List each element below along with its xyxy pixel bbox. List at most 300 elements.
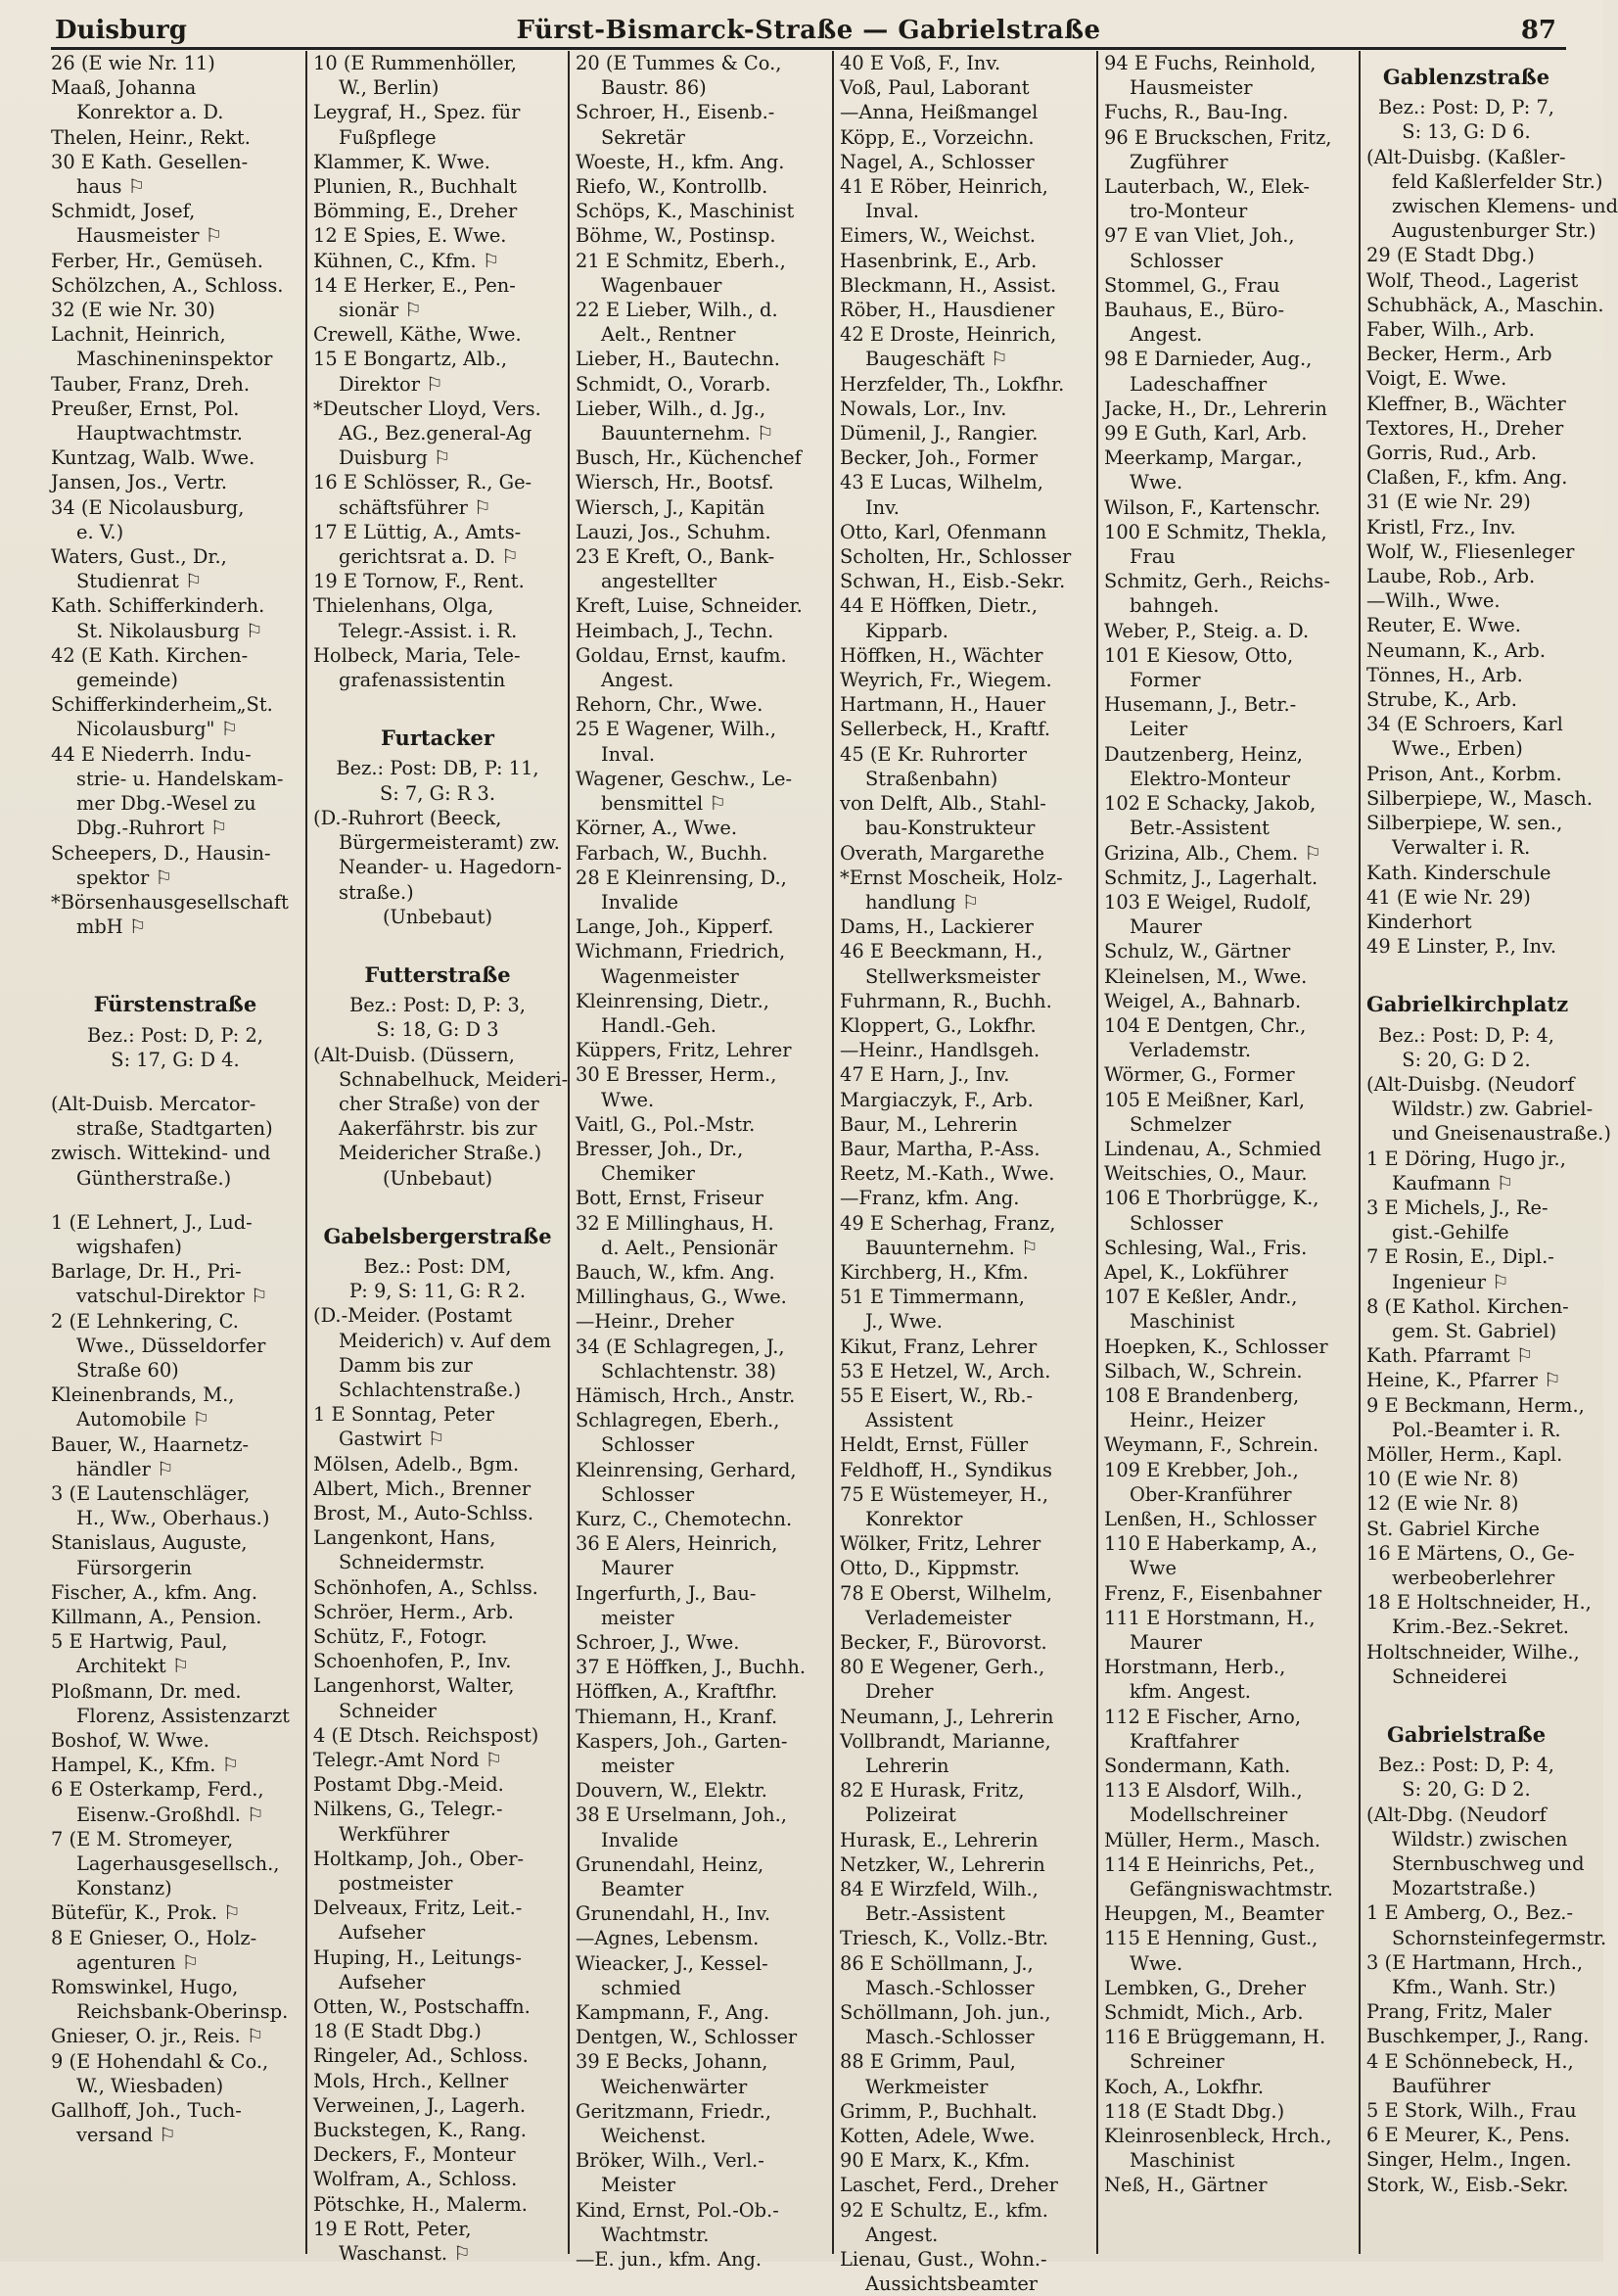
entry-line: handlung ⚐: [865, 890, 980, 914]
street-info-line: (Unbebaut): [382, 1166, 493, 1190]
entry-line: 109 E Krebber, Joh.,: [1104, 1458, 1299, 1481]
entry-line: Kraftfahrer: [1130, 1729, 1239, 1753]
entry-line: 1 E Döring, Hugo jr.,: [1366, 1147, 1566, 1170]
street-heading: Furtacker: [381, 726, 494, 751]
entry-line: Neumann, J., Lehrerin: [840, 1705, 1054, 1728]
entry-line: Neß, H., Gärtner: [1104, 2174, 1268, 2197]
entry-line: Postamt Dbg.-Meid.: [313, 1773, 504, 1797]
entry-line: 51 E Timmermann,: [840, 1286, 1025, 1309]
entry-line: 107 E Keßler, Andr.,: [1104, 1286, 1298, 1309]
entry-line: Ladeschaffner: [1130, 372, 1268, 396]
street-heading: Futterstraße: [364, 961, 511, 987]
entry-line: Farbach, W., Buchh.: [576, 841, 768, 865]
entry-line: Kleinelsen, M., Wwe.: [1104, 964, 1308, 988]
column-divider: [568, 51, 570, 2254]
entry-line: 41 E Röber, Heinrich,: [840, 175, 1048, 199]
entry-line: spektor ⚐: [76, 866, 172, 889]
entry-line: Inv.: [865, 495, 900, 519]
entry-line: Schönhofen, A., Schlss.: [313, 1575, 538, 1599]
entry-line: 116 E Brüggemann, H.: [1104, 2026, 1326, 2049]
entry-line: Dümenil, J., Rangier.: [840, 422, 1039, 445]
entry-line: 39 E Becks, Johann,: [576, 2050, 768, 2074]
entry-line: d. Aelt., Pensionär: [601, 1236, 777, 1259]
entry-line: Bürgermeisteramt) zw.: [339, 831, 560, 855]
entry-line: 8 (E Kathol. Kirchen-: [1366, 1294, 1569, 1318]
entry-line: Küppers, Fritz, Lehrer: [576, 1039, 792, 1062]
entry-line: Wiersch, J., Kapitän: [576, 495, 765, 519]
entry-line: Langenhorst, Walter,: [313, 1674, 515, 1698]
entry-line: Werkführer: [339, 1822, 450, 1846]
entry-line: 82 E Hurask, Fritz,: [840, 1779, 1025, 1803]
entry-line: meister: [601, 1755, 674, 1778]
entry-line: Aussichtsbeamter: [865, 2273, 1039, 2296]
entry-line: 104 E Dentgen, Chr.,: [1104, 1013, 1307, 1037]
spacer: [1366, 1689, 1566, 1709]
entry-line: 46 E Beeckmann, H.,: [840, 940, 1043, 963]
entry-line: 18 (E Stadt Dbg.): [313, 2020, 482, 2043]
entry-line: (D.-Ruhrort (Beeck,: [313, 806, 502, 829]
entry-line: 1 E Sonntag, Peter: [313, 1403, 495, 1427]
entry-line: Vaitl, G., Pol.-Mstr.: [576, 1112, 756, 1136]
entry-line: postmeister: [339, 1872, 453, 1896]
directory-columns: [47, 51, 1618, 2296]
entry-line: (D.-Meider. (Postamt: [313, 1304, 513, 1328]
entry-line: Bauch, W., kfm. Ang.: [576, 1260, 775, 1284]
entry-line: Lauzi, Jos., Schuhm.: [576, 520, 771, 543]
spacer: [51, 1072, 300, 1092]
page-header: [51, 12, 1566, 50]
street-info-line: S: 20, G: D 2.: [1402, 1048, 1531, 1071]
entry-line: Konrektor a. D.: [76, 101, 224, 124]
entry-line: gem. St. Gabriel): [1392, 1319, 1557, 1342]
entry-line: Otten, W., Postschaffn.: [313, 1995, 531, 2019]
entry-line: 115 E Henning, Gust.,: [1104, 1927, 1318, 1950]
entry-line: cher Straße) von der: [339, 1092, 539, 1115]
entry-line: bensmittel ⚐: [601, 792, 726, 816]
entry-line: 2 (E Lehnkering, C.: [51, 1309, 239, 1333]
entry-line: AG., Bez.general-Ag: [339, 422, 532, 445]
entry-line: Albert, Mich., Brenner: [313, 1476, 532, 1500]
entry-line: Verlademstr.: [1130, 1039, 1252, 1062]
entry-line: Architekt ⚐: [76, 1655, 190, 1678]
entry-line: Boshof, W. Wwe.: [51, 1729, 209, 1752]
entry-line: Lange, Joh., Kipperf.: [576, 915, 774, 939]
entry-line: Mols, Hrch., Kellner: [313, 2069, 509, 2092]
entry-line: Pol.-Beamter i. R.: [1392, 1418, 1561, 1441]
entry-line: Scholten, Hr., Schlosser: [840, 545, 1072, 569]
entry-line: Kipparb.: [865, 619, 948, 642]
entry-line: 21 E Schmitz, Eberh.,: [576, 249, 786, 272]
entry-line: 97 E van Vliet, Joh.,: [1104, 224, 1295, 248]
entry-line: 78 E Oberst, Wilhelm,: [840, 1581, 1052, 1605]
entry-line: Schöps, K., Maschinist: [576, 200, 795, 223]
entry-line: 30 E Kath. Gesellen-: [51, 150, 249, 173]
entry-line: —E. jun., kfm. Ang.: [576, 2248, 763, 2272]
entry-line: Köpp, E., Vorzeichn.: [840, 125, 1035, 149]
entry-line: Schütz, F., Fotogr.: [313, 1624, 487, 1648]
entry-line: Jansen, Jos., Vertr.: [51, 471, 228, 494]
entry-line: 1 (E Lehnert, J., Lud-: [51, 1210, 253, 1234]
entry-line: Laube, Rob., Arb.: [1366, 565, 1536, 588]
entry-line: 43 E Lucas, Wilhelm,: [840, 471, 1043, 494]
entry-line: Schroer, H., Eisenb.-: [576, 101, 775, 124]
entry-line: gist.-Gehilfe: [1392, 1221, 1509, 1244]
entry-line: 5 E Hartwig, Paul,: [51, 1630, 228, 1654]
street-heading: Fürstenstraße: [93, 992, 257, 1017]
entry-line: Lauterbach, W., Elek-: [1104, 175, 1310, 199]
entry-line: händler ⚐: [76, 1457, 174, 1480]
street-info-line: (Unbebaut): [382, 905, 493, 928]
entry-line: Ringeler, Ad., Schloss.: [313, 2044, 529, 2068]
entry-line: Waschanst. ⚐: [339, 2242, 471, 2266]
entry-line: Becker, F., Bürovorst.: [840, 1631, 1047, 1654]
entry-line: Fuchs, R., Bau-Ing.: [1104, 101, 1289, 124]
entry-line: Wilson, F., Kartenschr.: [1104, 495, 1321, 519]
entry-line: Stommel, G., Frau: [1104, 273, 1280, 297]
entry-line: Schmitz, J., Lagerhalt.: [1104, 866, 1318, 889]
entry-line: *Deutscher Lloyd, Vers.: [313, 397, 541, 420]
entry-line: Lembken, G., Dreher: [1104, 1976, 1307, 1999]
entry-line: 3 (E Lautenschläger,: [51, 1481, 251, 1505]
entry-line: Jacke, H., Dr., Lehrerin: [1104, 397, 1327, 420]
entry-line: Hurask, E., Lehrerin: [840, 1828, 1039, 1851]
entry-line: Neander- u. Hagedorn-: [339, 856, 562, 879]
entry-line: Kreft, Luise, Schneider.: [576, 594, 803, 618]
street-info-line: Bez.: Post: D, P: 7,: [1378, 96, 1554, 119]
entry-line: Inval.: [601, 742, 656, 766]
entry-line: Ingenieur ⚐: [1392, 1270, 1509, 1293]
entry-line: 101 E Kiesow, Otto,: [1104, 643, 1294, 667]
column-3: [572, 51, 830, 2272]
street-info-line: P: 9, S: 11, G: R 2.: [348, 1280, 527, 1303]
entry-line: Lieber, H., Bautechn.: [576, 348, 780, 371]
street-info-line: Bez.: Post: DM,: [363, 1254, 512, 1278]
entry-line: Nicolausburg" ⚐: [76, 718, 238, 741]
entry-line: Tauber, Franz, Dreh.: [51, 372, 251, 396]
entry-line: Silbach, W., Schrein.: [1104, 1359, 1303, 1382]
entry-line: Maschineninspektor: [76, 348, 273, 371]
entry-line: Kleinrensing, Gerhard,: [576, 1458, 797, 1481]
entry-line: 28 E Kleinrensing, D.,: [576, 866, 787, 889]
entry-line: Kaufmann ⚐: [1392, 1171, 1514, 1195]
entry-line: 9 (E Hohendahl & Co.,: [51, 2049, 269, 2073]
entry-line: Barlage, Dr. H., Pri-: [51, 1260, 242, 1284]
entry-line: Dentgen, W., Schlosser: [576, 2026, 798, 2049]
entry-line: 44 E Niederrh. Indu-: [51, 742, 252, 766]
entry-line: mer Dbg.-Wesel zu: [76, 792, 256, 816]
entry-line: Thiemann, H., Kranf.: [576, 1705, 778, 1728]
entry-line: Schifferkinderheim„St.: [51, 693, 273, 717]
entry-line: Chemiker: [601, 1162, 695, 1186]
entry-line: mbH ⚐: [76, 915, 147, 939]
entry-line: 80 E Wegener, Gerh.,: [840, 1656, 1045, 1679]
street-heading: Gabelsbergerstraße: [323, 1223, 552, 1248]
entry-line: Waters, Gust., Dr.,: [51, 545, 227, 569]
entry-line: Hampel, K., Kfm. ⚐: [51, 1754, 240, 1777]
entry-line: Assistent: [865, 1409, 953, 1432]
entry-line: Bleckmann, H., Assist.: [840, 273, 1057, 297]
entry-line: Frau: [1130, 545, 1176, 569]
entry-line: Kaspers, Joh., Garten-: [576, 1729, 788, 1753]
entry-line: Strube, K., Arb.: [1366, 688, 1517, 712]
entry-line: Wildstr.) zw. Gabriel-: [1392, 1098, 1594, 1121]
entry-line: Netzker, W., Lehrerin: [840, 1852, 1045, 1876]
entry-line: 4 E Schönnebeck, H.,: [1366, 2049, 1574, 2073]
entry-line: sionär ⚐: [339, 299, 422, 322]
entry-line: Gnieser, O. jr., Reis. ⚐: [51, 2025, 264, 2048]
entry-line: bahngeh.: [1130, 594, 1220, 618]
entry-line: Lehrerin: [865, 1755, 949, 1778]
entry-line: Bauunternehm. ⚐: [601, 422, 774, 445]
column-divider: [1359, 51, 1361, 2254]
entry-line: Röber, H., Hausdiener: [840, 299, 1055, 322]
street-info-line: Bez.: Post: D, P: 4,: [1378, 1754, 1554, 1777]
entry-line: Telegr.-Assist. i. R.: [339, 619, 518, 642]
entry-line: Kühnen, C., Kfm. ⚐: [313, 249, 500, 272]
entry-line: 22 E Lieber, Wilh., d.: [576, 299, 778, 322]
entry-line: Delveaux, Fritz, Leit.-: [313, 1897, 523, 1920]
entry-line: Apel, K., Lokführer: [1104, 1260, 1288, 1284]
entry-line: Kath. Pfarramt ⚐: [1366, 1344, 1534, 1368]
entry-line: —Wilh., Wwe.: [1366, 589, 1501, 613]
entry-line: schmied: [601, 1976, 681, 1999]
entry-line: Langenkont, Hans,: [313, 1526, 496, 1550]
entry-line: 90 E Marx, K., Kfm.: [840, 2149, 1031, 2173]
entry-line: Schlachtenstraße.): [339, 1378, 522, 1401]
entry-line: 20 (E Tummes & Co.,: [576, 52, 782, 74]
header-street-range: Fürst-Bismarck-Straße — Gabrielstraße: [516, 16, 1101, 45]
entry-line: Ingerfurth, J., Bau-: [576, 1581, 757, 1605]
entry-line: Brost, M., Auto-Schlss.: [313, 1501, 534, 1524]
entry-line: 15 E Bongartz, Alb.,: [313, 348, 508, 371]
column-6: [1363, 51, 1618, 2254]
entry-line: Maaß, Johanna: [51, 76, 197, 100]
entry-line: Faber, Wilh., Arb.: [1366, 318, 1535, 342]
entry-line: kfm. Angest.: [1130, 1680, 1251, 1704]
entry-line: Prang, Fritz, Maler: [1366, 2000, 1551, 2024]
entry-line: Wachtmstr.: [601, 2223, 710, 2246]
entry-line: Wwe., Erben): [1392, 737, 1523, 761]
entry-line: Weyrich, Fr., Wiegem.: [840, 669, 1052, 692]
entry-line: versand ⚐: [76, 2124, 176, 2147]
entry-line: Riefo, W., Kontrollb.: [576, 175, 768, 199]
entry-line: werbeoberlehrer: [1392, 1566, 1555, 1589]
entry-line: Schoenhofen, P., Inv.: [313, 1650, 512, 1673]
entry-line: 17 E Lüttig, A., Amts-: [313, 520, 522, 543]
entry-line: Aufseher: [339, 1921, 426, 1945]
entry-line: 53 E Hetzel, W., Arch.: [840, 1359, 1051, 1382]
street-info-line: S: 20, G: D 2.: [1402, 1778, 1531, 1802]
entry-line: grafenassistentin: [339, 669, 506, 692]
entry-line: Weichenwärter: [601, 2075, 748, 2098]
entry-line: Invalide: [601, 1828, 678, 1851]
entry-line: Triesch, K., Vollz.-Btr.: [840, 1927, 1049, 1950]
entry-line: Sternbuschweg und: [1392, 1852, 1585, 1876]
entry-line: Romswinkel, Hugo,: [51, 1976, 239, 1999]
entry-line: 12 E Spies, E. Wwe.: [313, 224, 507, 248]
entry-line: Sekretär: [601, 125, 685, 149]
entry-line: Bauführer: [1392, 2074, 1491, 2097]
entry-line: Hasenbrink, E., Arb.: [840, 249, 1038, 272]
entry-line: Weber, P., Steig. a. D.: [1104, 619, 1310, 642]
spacer: [51, 939, 300, 959]
entry-line: Körner, A., Wwe.: [576, 817, 737, 840]
entry-line: —Heinr., Handlsgeh.: [840, 1039, 1040, 1062]
column-divider: [832, 51, 834, 2254]
entry-line: Heine, K., Pfarrer ⚐: [1366, 1369, 1561, 1392]
entry-line: Klammer, K. Wwe.: [313, 150, 490, 173]
entry-line: 102 E Schacky, Jakob,: [1104, 792, 1317, 816]
entry-line: Gallhoff, Joh., Tuch-: [51, 2099, 242, 2123]
entry-line: Werkmeister: [865, 2075, 989, 2098]
entry-line: Kurz, C., Chemotechn.: [576, 1507, 793, 1530]
entry-line: straße.): [339, 880, 414, 904]
entry-line: 3 E Michels, J., Re-: [1366, 1195, 1549, 1219]
entry-line: 84 E Wirzfeld, Wilh.,: [840, 1878, 1039, 1901]
entry-line: Telegr.-Amt Nord ⚐: [313, 1749, 503, 1771]
entry-line: 37 E Höffken, J., Buchh.: [576, 1656, 807, 1679]
entry-line: Möller, Herm., Kapl.: [1366, 1442, 1563, 1466]
entry-line: Neumann, K., Arb.: [1366, 638, 1547, 662]
street-info-line: S: 7, G: R 3.: [379, 781, 496, 805]
entry-line: Nowals, Lor., Inv.: [840, 397, 1007, 420]
entry-line: Kleffner, B., Wächter: [1366, 392, 1566, 415]
entry-line: Feldhoff, H., Syndikus: [840, 1458, 1052, 1481]
entry-line: Fischer, A., kfm. Ang.: [51, 1580, 258, 1604]
entry-line: Schreiner: [1130, 2050, 1225, 2074]
entry-line: 96 E Bruckschen, Fritz,: [1104, 125, 1332, 149]
entry-line: Bauer, W., Haarnetz-: [51, 1432, 250, 1456]
entry-line: Sellerbeck, H., Kraftf.: [840, 718, 1051, 741]
entry-line: Weitschies, O., Maur.: [1104, 1162, 1308, 1186]
entry-line: Eimers, W., Weichst.: [840, 224, 1037, 248]
entry-line: Schornsteinfegermstr.: [1392, 1926, 1607, 1949]
entry-line: 108 E Brandenberg,: [1104, 1383, 1300, 1407]
entry-line: 9 E Beckmann, Herm.,: [1366, 1393, 1585, 1417]
entry-line: Wörmer, G., Former: [1104, 1063, 1295, 1087]
entry-line: Schubhäck, A., Maschin.: [1366, 293, 1604, 316]
entry-line: Weymann, F., Schrein.: [1104, 1433, 1319, 1457]
entry-line: Kath. Schifferkinderh.: [51, 594, 265, 618]
entry-line: Lachnit, Heinrich,: [51, 323, 226, 347]
entry-line: Schölzchen, A., Schloss.: [51, 273, 284, 297]
entry-line: Schlosser: [601, 1482, 695, 1506]
entry-line: 8 E Gnieser, O., Holz-: [51, 1926, 257, 1949]
entry-line: feld Kaßlerfelder Str.): [1392, 169, 1603, 193]
entry-line: Konrektor: [865, 1507, 963, 1530]
entry-line: Heinr., Heizer: [1130, 1409, 1266, 1432]
entry-line: Hausmeister: [1130, 76, 1253, 100]
entry-line: Douvern, W., Elektr.: [576, 1779, 767, 1803]
entry-line: meister: [601, 1606, 674, 1629]
entry-line: Schöllmann, Joh. jun.,: [840, 2001, 1051, 2025]
entry-line: haus ⚐: [76, 175, 146, 199]
entry-line: Kind, Ernst, Pol.-Ob.-: [576, 2198, 779, 2222]
entry-line: 32 (E wie Nr. 30): [51, 299, 215, 322]
street-info-line: Bez.: Post: D, P: 2,: [87, 1023, 263, 1047]
entry-line: Pötschke, H., Malerm.: [313, 2192, 528, 2216]
entry-line: Singer, Helm., Ingen.: [1366, 2148, 1572, 2172]
entry-line: 10 (E wie Nr. 8): [1366, 1468, 1519, 1491]
entry-line: Reuter, E. Wwe.: [1366, 614, 1521, 637]
entry-line: Meister: [601, 2174, 676, 2197]
entry-line: Otto, D., Kippmstr.: [840, 1557, 1020, 1580]
entry-line: Studienrat ⚐: [76, 570, 203, 593]
entry-line: Fuhrmann, R., Buchh.: [840, 989, 1052, 1012]
entry-line: Automobile ⚐: [76, 1408, 209, 1431]
entry-line: Kotten, Adele, Wwe.: [840, 2125, 1036, 2148]
spacer: [313, 1191, 562, 1210]
entry-line: Aakerfährstr. bis zur: [339, 1117, 537, 1141]
entry-line: Wieacker, J., Kessel-: [576, 1951, 768, 1975]
entry-line: 29 (E Stadt Dbg.): [1366, 244, 1535, 267]
entry-line: Hämisch, Hrch., Anstr.: [576, 1383, 796, 1407]
entry-line: Böhme, W., Postinsp.: [576, 224, 776, 248]
entry-line: H., Ww., Oberhaus.): [76, 1507, 270, 1530]
entry-line: Schnabelhuck, Meideri-: [339, 1067, 569, 1091]
entry-line: Vollbrandt, Marianne,: [840, 1729, 1051, 1753]
entry-line: Wölker, Fritz, Lehrer: [840, 1532, 1041, 1556]
entry-line: Holtschneider, Wilhe.,: [1366, 1640, 1580, 1663]
entry-line: Voigt, E. Wwe.: [1366, 367, 1507, 391]
entry-line: Textores, H., Dreher: [1366, 416, 1564, 440]
entry-line: Straßenbahn): [865, 767, 998, 790]
entry-line: Schmelzer: [1130, 1112, 1231, 1136]
entry-line: Kristl, Frz., Inv.: [1366, 515, 1516, 539]
entry-line: Schneidermstr.: [339, 1551, 485, 1574]
entry-line: Kleinrosenbleck, Hrch.,: [1104, 2125, 1332, 2148]
entry-line: Schlagregen, Eberh.,: [576, 1409, 780, 1432]
entry-line: Laschet, Ferd., Dreher: [840, 2174, 1058, 2197]
column-divider: [1096, 51, 1098, 2254]
entry-line: Straße 60): [76, 1358, 179, 1382]
entry-line: Eisenw.-Großhdl. ⚐: [76, 1803, 264, 1826]
entry-line: Mozartstraße.): [1392, 1877, 1537, 1900]
entry-line: Dreher: [865, 1680, 934, 1704]
entry-line: 113 E Alsdorf, Wilh.,: [1104, 1779, 1303, 1803]
entry-line: Meerkamp, Margar.,: [1104, 446, 1303, 470]
entry-line: Wagenbauer: [601, 273, 722, 297]
entry-line: 75 E Wüstemeyer, H.,: [840, 1482, 1049, 1506]
entry-line: Angest.: [601, 669, 674, 692]
entry-line: Dautzenberg, Heinz,: [1104, 742, 1303, 766]
entry-line: 110 E Haberkamp, A.,: [1104, 1532, 1318, 1556]
entry-line: 114 E Heinrichs, Pet.,: [1104, 1852, 1316, 1876]
entry-line: Holbeck, Maria, Tele-: [313, 643, 521, 667]
entry-line: Tönnes, H., Arb.: [1366, 663, 1523, 686]
entry-line: Direktor ⚐: [339, 372, 443, 396]
entry-line: Schlachtenstr. 38): [601, 1359, 776, 1382]
street-heading: Gabrielstraße: [1386, 1722, 1547, 1747]
entry-line: Kleinenbrands, M.,: [51, 1383, 235, 1407]
entry-line: Frenz, F., Eisenbahner: [1104, 1581, 1322, 1605]
entry-line: 32 E Millinghaus, H.: [576, 1211, 774, 1235]
entry-line: 49 E Linster, P., Inv.: [1366, 935, 1556, 959]
header-city: Duisburg: [55, 16, 187, 45]
entry-line: (Alt-Duisb. Mercator-: [51, 1092, 256, 1115]
entry-line: Kloppert, G., Lokfhr.: [840, 1013, 1037, 1037]
entry-line: J., Wwe.: [865, 1310, 943, 1334]
entry-line: 4 (E Dtsch. Reichspost): [313, 1723, 539, 1747]
entry-line: —Agnes, Lebensm.: [576, 1927, 760, 1950]
street-info-line: S: 17, G: D 4.: [111, 1048, 240, 1071]
entry-line: W., Wiesbaden): [76, 2074, 224, 2097]
entry-line: Weigel, A., Bahnarb.: [1104, 989, 1302, 1012]
entry-line: Schneider: [339, 1699, 437, 1722]
entry-line: angestellter: [601, 570, 717, 593]
entry-line: 42 E Droste, Heinrich,: [840, 323, 1057, 347]
entry-line: 103 E Weigel, Rudolf,: [1104, 890, 1312, 914]
